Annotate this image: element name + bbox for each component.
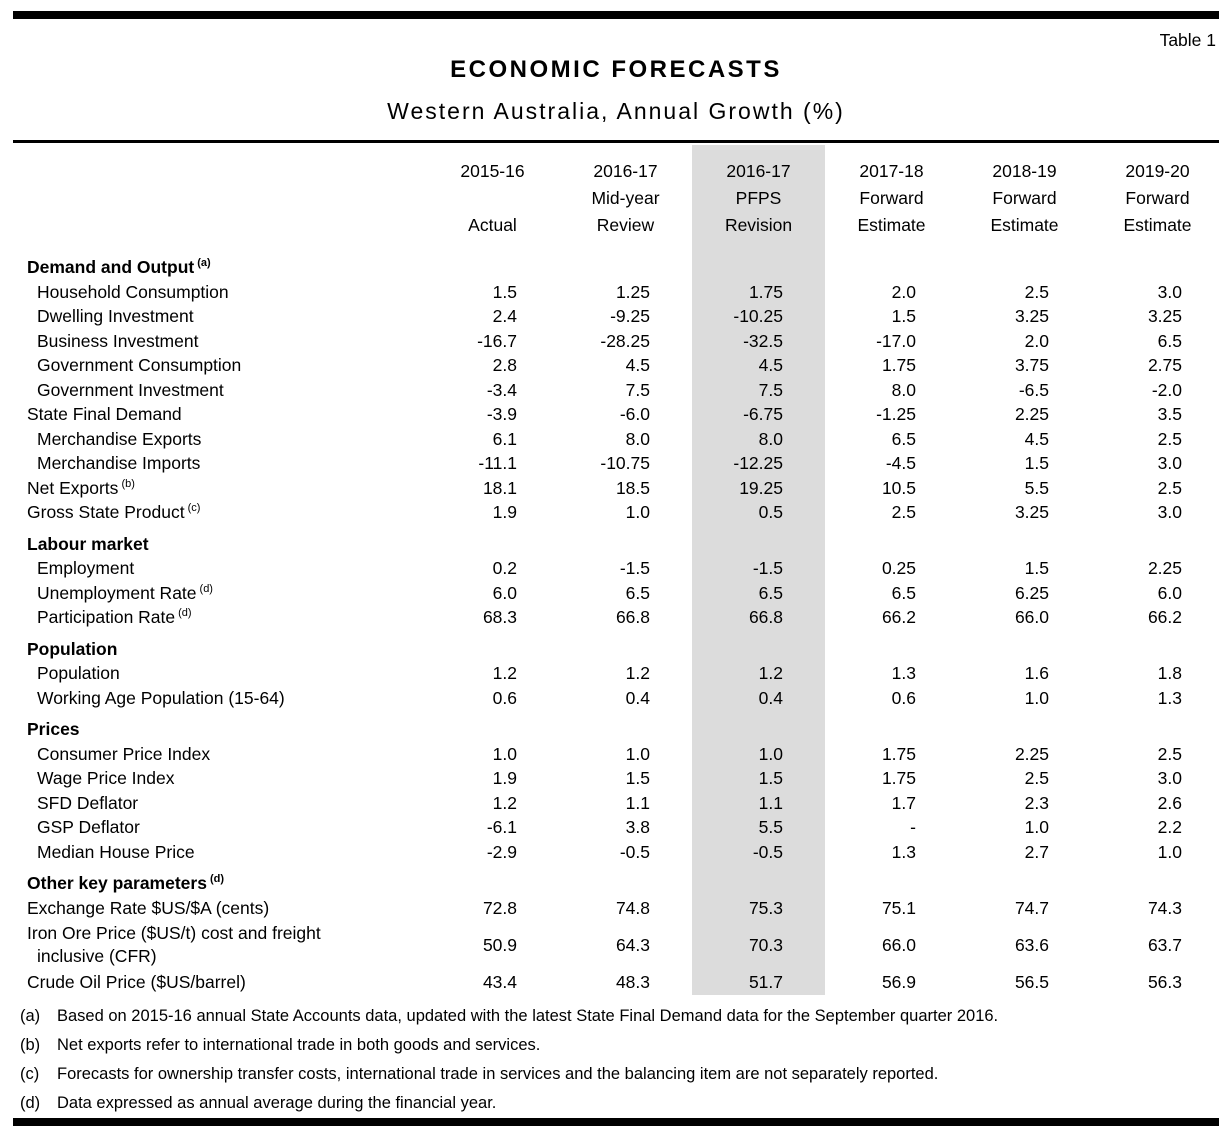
value-cell <box>825 525 958 557</box>
value-cell: 66.2 <box>1147 607 1182 627</box>
value-cell: 2.3 <box>1024 792 1049 813</box>
row-label: Crude Oil Price ($US/barrel) <box>27 972 246 992</box>
value-cell: 0.5 <box>692 500 825 525</box>
footnote-marker: (b) <box>20 1035 41 1054</box>
value-cell: 1.0 <box>625 743 650 764</box>
value-cell: 3.0 <box>1157 768 1182 788</box>
value-cell: 2.5 <box>1157 477 1182 498</box>
value-cell: 2.0 <box>1024 330 1049 351</box>
value-cell: 0.25 <box>881 558 916 578</box>
value-cell: 18.5 <box>615 477 650 498</box>
value-cell: 1.75 <box>692 280 825 305</box>
value-cell: 1.3 <box>891 841 916 862</box>
value-cell: -16.7 <box>477 330 517 351</box>
row-label: Exchange Rate $US/$A (cents) <box>27 897 270 918</box>
footnotes <box>20 1006 1218 1113</box>
value-cell: 66.2 <box>881 607 916 627</box>
section-row <box>13 248 1224 280</box>
value-cell: 8.0 <box>891 379 916 400</box>
value-cell: 3.0 <box>1157 453 1182 473</box>
value-cell <box>958 710 1091 742</box>
value-cell <box>692 864 825 896</box>
row-label: Median House Price <box>37 841 195 862</box>
value-cell: 1.0 <box>1024 817 1049 837</box>
value-cell <box>958 525 1091 557</box>
data-row <box>13 476 1224 501</box>
value-cell: 75.1 <box>881 897 916 918</box>
value-cell: 75.3 <box>692 896 825 921</box>
row-label: Merchandise Imports <box>37 453 201 473</box>
value-cell: -1.5 <box>619 558 650 578</box>
value-cell: 64.3 <box>615 934 650 955</box>
value-cell: 1.2 <box>625 663 650 683</box>
value-cell <box>1091 248 1224 280</box>
value-cell: 6.0 <box>492 582 517 603</box>
value-cell: -1.5 <box>692 556 825 581</box>
value-cell: 1.9 <box>492 502 517 522</box>
value-cell: 1.0 <box>492 743 517 764</box>
row-label: Wage Price Index <box>37 768 175 788</box>
value-cell: -6.75 <box>692 402 825 427</box>
row-label: SFD Deflator <box>37 792 139 813</box>
value-cell: 1.3 <box>891 663 916 683</box>
value-cell <box>559 248 692 280</box>
value-cell: -2.0 <box>1151 379 1182 400</box>
data-row <box>13 791 1224 816</box>
row-label: Labour market <box>27 533 149 554</box>
value-cell <box>825 864 958 896</box>
value-cell: 1.5 <box>891 306 916 326</box>
data-row <box>13 766 1224 791</box>
value-cell: 2.25 <box>1147 558 1182 578</box>
value-cell: -4.5 <box>885 453 916 473</box>
value-cell: 6.1 <box>492 428 517 449</box>
value-cell: 3.25 <box>1147 306 1182 326</box>
value-cell: 1.0 <box>692 742 825 767</box>
value-cell: 2.25 <box>1014 404 1049 424</box>
section-row <box>13 525 1224 557</box>
data-row <box>13 896 1224 921</box>
value-cell: 5.5 <box>692 815 825 840</box>
value-cell: 50.9 <box>482 934 517 955</box>
row-label: Dwelling Investment <box>37 306 194 326</box>
value-cell: 2.7 <box>1024 841 1049 862</box>
row-label: Business Investment <box>37 330 199 351</box>
value-cell: 3.0 <box>1157 281 1182 302</box>
value-cell: 0.4 <box>692 686 825 711</box>
value-cell: -2.9 <box>486 841 517 862</box>
bottom-rule <box>13 1118 1219 1126</box>
value-cell: 1.5 <box>625 768 650 788</box>
footnote-marker-superscript: (d) <box>199 582 213 595</box>
top-rule <box>13 11 1219 19</box>
value-cell: -28.25 <box>600 330 650 351</box>
data-row <box>13 378 1224 403</box>
value-cell: 2.4 <box>492 306 517 326</box>
value-cell: 51.7 <box>692 970 825 995</box>
footnote-text: Net exports refer to international trade in both goods and services. <box>57 1035 541 1054</box>
data-row <box>13 815 1224 840</box>
value-cell: 56.5 <box>1014 972 1049 992</box>
row-label: Unemployment Rate $^{(d)}$ <box>37 582 213 603</box>
value-cell <box>426 525 559 557</box>
footnote-text: Data expressed as annual average during the financial year. <box>57 1093 497 1112</box>
column-header: 2016-17 Mid-year Review <box>591 161 660 235</box>
page-subtitle: Western Australia, Annual Growth (%) <box>387 98 845 124</box>
value-cell: 7.5 <box>692 378 825 403</box>
footnote <box>20 1093 1218 1113</box>
value-cell: 1.0 <box>1157 841 1182 862</box>
footnote <box>20 1064 1218 1084</box>
value-cell: 1.6 <box>1024 663 1049 683</box>
value-cell: -6.1 <box>486 817 517 837</box>
value-cell: 63.7 <box>1147 934 1182 955</box>
value-cell: -17.0 <box>876 330 916 351</box>
value-cell <box>426 248 559 280</box>
value-cell: 1.25 <box>615 281 650 302</box>
footnote-marker: (d) <box>20 1093 41 1112</box>
value-cell: 1.9 <box>492 768 517 788</box>
value-cell: 2.5 <box>1024 768 1049 788</box>
row-label: Net Exports $^{(b)}$ <box>27 477 135 498</box>
value-cell: 1.5 <box>1024 453 1049 473</box>
header-row <box>13 145 1224 248</box>
table-number-label: Table 1 <box>1159 30 1216 50</box>
value-cell: 0.6 <box>891 687 916 708</box>
value-cell: -32.5 <box>692 329 825 354</box>
value-cell: 4.5 <box>692 353 825 378</box>
value-cell: 1.5 <box>492 281 517 302</box>
label-column-header <box>13 145 426 248</box>
value-cell: 0.6 <box>492 687 517 708</box>
row-label: Population <box>27 638 118 659</box>
value-cell: 3.75 <box>1014 355 1049 375</box>
data-row <box>13 500 1224 525</box>
value-cell: 3.0 <box>1157 502 1182 522</box>
value-cell <box>692 248 825 280</box>
value-cell: 63.6 <box>1014 934 1049 955</box>
value-cell: 2.6 <box>1157 792 1182 813</box>
value-cell <box>426 710 559 742</box>
footnote-marker: (a) <box>20 1006 41 1025</box>
row-label: Household Consumption <box>37 281 229 302</box>
row-label: Participation Rate $^{(d)}$ <box>37 607 192 627</box>
value-cell: 1.1 <box>625 792 650 813</box>
data-row <box>13 742 1224 767</box>
value-cell: 1.5 <box>1024 558 1049 578</box>
row-label: Population <box>37 663 120 683</box>
section-row <box>13 630 1224 662</box>
value-cell: -3.9 <box>486 404 517 424</box>
value-cell: 6.5 <box>891 582 916 603</box>
value-cell: 7.5 <box>625 379 650 400</box>
footnote-marker-superscript: (b) <box>121 477 135 490</box>
value-cell <box>958 864 1091 896</box>
row-label: Gross State Product $^{(c)}$ <box>27 502 201 522</box>
row-label: State Final Demand <box>27 404 182 424</box>
value-cell: 1.75 <box>881 355 916 375</box>
footnote-text: Based on 2015-16 annual State Accounts data, updated with the latest State Final Demand data for the September quarter 2016. <box>57 1006 999 1025</box>
column-header: 2015-16 Actual <box>460 161 525 235</box>
column-header: 2018-19 Forward Estimate <box>990 161 1059 235</box>
value-cell: 2.2 <box>1157 817 1182 837</box>
value-cell: 1.5 <box>692 766 825 791</box>
footnote <box>20 1035 1218 1055</box>
value-cell: 2.5 <box>1157 428 1182 449</box>
value-cell: 3.25 <box>1014 306 1049 326</box>
value-cell: 66.8 <box>692 605 825 630</box>
data-row <box>13 920 1224 970</box>
footnote-marker-superscript: (c) <box>187 502 201 515</box>
footnote-marker-superscript: (a) <box>197 257 211 270</box>
value-cell: 1.75 <box>881 743 916 764</box>
value-cell: 6.5 <box>891 428 916 449</box>
footnote <box>20 1006 1218 1026</box>
data-row <box>13 427 1224 452</box>
value-cell: 6.25 <box>1014 582 1049 603</box>
footnote-marker-superscript: (d) <box>209 873 225 886</box>
section-row <box>13 710 1224 742</box>
value-cell: 3.25 <box>1014 502 1049 522</box>
value-cell <box>958 248 1091 280</box>
value-cell <box>825 630 958 662</box>
value-cell: 43.4 <box>482 972 517 992</box>
header-rule <box>13 140 1219 143</box>
row-label: Working Age Population (15-64) <box>37 687 285 708</box>
value-cell: 1.75 <box>881 768 916 788</box>
value-cell: 0.2 <box>492 558 517 578</box>
value-cell: 72.8 <box>482 897 517 918</box>
page-title: ECONOMIC FORECASTS <box>450 56 782 83</box>
value-cell: 2.25 <box>1014 743 1049 764</box>
value-cell: 8.0 <box>692 427 825 452</box>
value-cell: 56.9 <box>881 972 916 992</box>
value-cell: -0.5 <box>692 840 825 865</box>
value-cell <box>559 525 692 557</box>
column-header: 2017-18 Forward Estimate <box>857 161 926 235</box>
value-cell: 56.3 <box>1147 972 1182 992</box>
value-cell: -9.25 <box>610 306 650 326</box>
value-cell: 1.2 <box>692 661 825 686</box>
row-label: Demand and Output $^{(a)}$ <box>27 257 211 277</box>
row-label: Government Consumption <box>37 355 242 375</box>
row-label: Iron Ore Price ($US/t) cost and freight inclusive (CFR) <box>27 923 321 966</box>
value-cell: 1.8 <box>1157 663 1182 683</box>
value-cell <box>426 630 559 662</box>
value-cell <box>1091 630 1224 662</box>
value-cell: 1.1 <box>692 791 825 816</box>
value-cell: -10.25 <box>692 304 825 329</box>
data-row <box>13 451 1224 476</box>
value-cell: -1.25 <box>876 404 916 424</box>
value-cell: - <box>910 817 916 837</box>
row-label: Government Investment <box>37 379 224 400</box>
value-cell: 2.5 <box>1157 743 1182 764</box>
value-cell: -0.5 <box>619 841 650 862</box>
value-cell: 1.3 <box>1157 687 1182 708</box>
value-cell: 8.0 <box>625 428 650 449</box>
data-row <box>13 661 1224 686</box>
value-cell <box>692 630 825 662</box>
value-cell: 6.5 <box>1157 330 1182 351</box>
value-cell: -3.4 <box>486 379 517 400</box>
section-row <box>13 864 1224 896</box>
value-cell <box>559 864 692 896</box>
data-row <box>13 280 1224 305</box>
value-cell <box>825 710 958 742</box>
value-cell: 3.5 <box>1157 404 1182 424</box>
footnote-marker: (c) <box>20 1064 40 1083</box>
value-cell <box>559 630 692 662</box>
value-cell: 4.5 <box>625 355 650 375</box>
value-cell: 66.0 <box>881 934 916 955</box>
value-cell: 2.8 <box>492 355 517 375</box>
value-cell: 74.3 <box>1147 897 1182 918</box>
row-label: Other key parameters $^{(d)}$ <box>27 873 225 893</box>
value-cell: 6.5 <box>692 581 825 606</box>
value-cell <box>426 864 559 896</box>
row-label: Employment <box>37 558 135 578</box>
data-row <box>13 402 1224 427</box>
row-label: Prices <box>27 719 80 739</box>
value-cell: -10.75 <box>600 453 650 473</box>
value-cell: 0.4 <box>625 687 650 708</box>
value-cell: 5.5 <box>1024 477 1049 498</box>
value-cell: 1.0 <box>1024 687 1049 708</box>
row-label: Merchandise Exports <box>37 428 202 449</box>
data-row <box>13 581 1224 606</box>
value-cell: 48.3 <box>615 972 650 992</box>
value-cell: 1.7 <box>891 792 916 813</box>
value-cell <box>825 248 958 280</box>
value-cell: 66.8 <box>615 607 650 627</box>
value-cell: 2.75 <box>1147 355 1182 375</box>
value-cell <box>692 525 825 557</box>
value-cell <box>958 630 1091 662</box>
footnote-marker-superscript: (d) <box>178 607 192 620</box>
value-cell: -6.5 <box>1018 379 1049 400</box>
data-row <box>13 970 1224 995</box>
value-cell: 3.8 <box>625 817 650 837</box>
column-header: 2019-20 Forward Estimate <box>1123 161 1192 235</box>
value-cell <box>559 710 692 742</box>
data-row <box>13 605 1224 630</box>
value-cell <box>1091 525 1224 557</box>
value-cell: 70.3 <box>692 920 825 970</box>
value-cell: 74.8 <box>615 897 650 918</box>
value-cell: -12.25 <box>692 451 825 476</box>
value-cell: 2.5 <box>1024 281 1049 302</box>
value-cell <box>1091 864 1224 896</box>
value-cell: 2.0 <box>891 281 916 302</box>
data-row <box>13 556 1224 581</box>
value-cell: 6.5 <box>625 582 650 603</box>
value-cell: 74.7 <box>1014 897 1049 918</box>
data-row <box>13 353 1224 378</box>
value-cell: 1.0 <box>625 502 650 522</box>
data-row <box>13 329 1224 354</box>
data-row <box>13 304 1224 329</box>
value-cell: 18.1 <box>482 477 517 498</box>
value-cell: 10.5 <box>881 477 916 498</box>
value-cell: 66.0 <box>1014 607 1049 627</box>
value-cell <box>1091 710 1224 742</box>
row-label: Consumer Price Index <box>37 743 211 764</box>
value-cell: 1.2 <box>492 663 517 683</box>
footnote-text: Forecasts for ownership transfer costs, international trade in services and the balancing item are not separately reported. <box>57 1064 939 1083</box>
column-header: 2016-17 PFPS Revision <box>692 145 825 248</box>
value-cell: -11.1 <box>478 453 517 473</box>
data-row <box>13 686 1224 711</box>
value-cell: 6.0 <box>1157 582 1182 603</box>
data-row <box>13 840 1224 865</box>
value-cell: 4.5 <box>1024 428 1049 449</box>
value-cell <box>692 710 825 742</box>
value-cell: -6.0 <box>619 404 650 424</box>
value-cell: 1.2 <box>492 792 517 813</box>
forecast-table <box>13 145 1224 995</box>
row-label: GSP Deflator <box>37 817 140 837</box>
value-cell: 2.5 <box>891 502 916 522</box>
value-cell: 68.3 <box>482 607 517 627</box>
value-cell: 19.25 <box>692 476 825 501</box>
